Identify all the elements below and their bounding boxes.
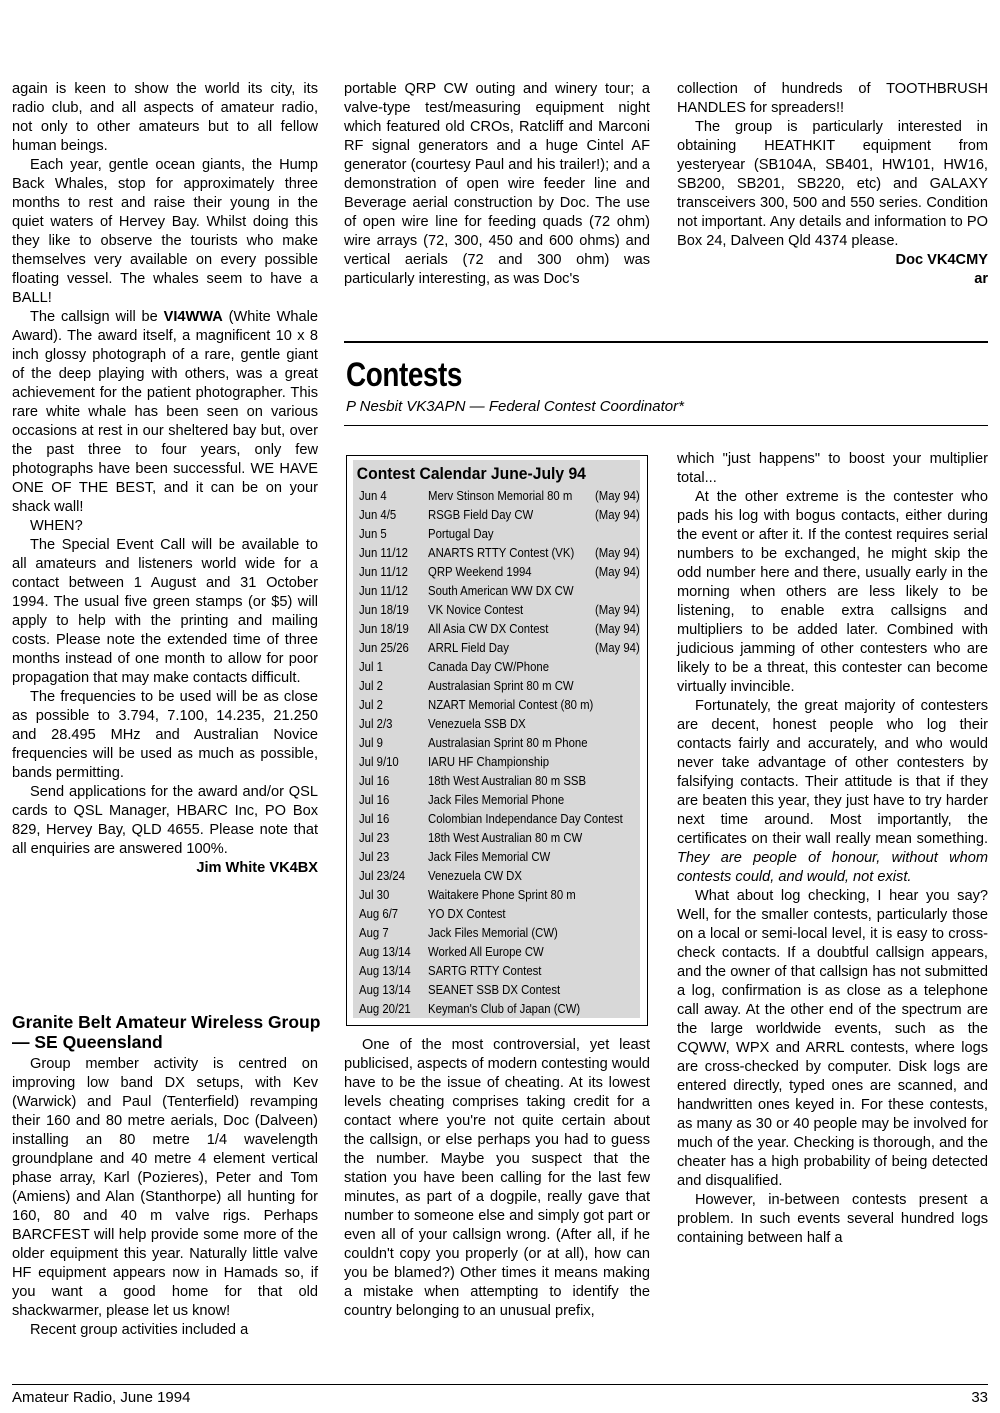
calendar-contest-name: SEANET SSB DX Contest xyxy=(428,982,561,997)
callsign: VI4WWA xyxy=(163,309,223,325)
calendar-note: (May 94) xyxy=(595,602,640,617)
page-number: 33 xyxy=(971,1389,988,1406)
article-contests-column-2 xyxy=(677,450,988,1248)
author-signature: Jim White VK4BX xyxy=(196,860,318,876)
calendar-date: Jul 23/24 xyxy=(359,868,406,883)
calendar-row xyxy=(353,790,640,809)
paragraph: The Special Event Call will be available to all amateurs and listeners world wide for a contact between 1 August and 31 October 1994. The usual five green stamps (or $5) will apply to help with the printing and mailing costs. Please note the extended time of three months instead of one month to allow for poor propagation that may make contacts difficult. xyxy=(12,537,318,686)
paragraph: which "just happens" to boost your multiplier total... xyxy=(677,451,988,486)
calendar-contest-name: Worked All Europe CW xyxy=(428,944,544,959)
calendar-row xyxy=(353,695,640,714)
calendar-row xyxy=(353,923,640,942)
calendar-date: Jul 9 xyxy=(359,735,383,750)
calendar-date: Jun 25/26 xyxy=(359,640,409,655)
calendar-date: Jun 4 xyxy=(359,488,387,503)
paragraph xyxy=(677,697,988,887)
contest-calendar-panel xyxy=(353,460,640,1018)
paragraph xyxy=(12,308,318,517)
calendar-contest-name: 18th West Australian 80 m CW xyxy=(428,830,583,845)
calendar-date: Jun 11/12 xyxy=(359,545,408,560)
calendar-row xyxy=(353,752,640,771)
calendar-note: (May 94) xyxy=(595,621,640,636)
calendar-row xyxy=(353,619,640,638)
article-granite-continued xyxy=(344,80,650,289)
calendar-date: Jul 16 xyxy=(359,792,390,807)
calendar-row xyxy=(353,771,640,790)
calendar-date: Jul 16 xyxy=(359,811,390,826)
calendar-row xyxy=(353,904,640,923)
paragraph: WHEN? xyxy=(30,518,83,534)
calendar-contest-name: VK Novice Contest xyxy=(428,602,524,617)
calendar-row xyxy=(353,942,640,961)
calendar-date: Aug 7 xyxy=(359,925,389,940)
calendar-date: Aug 13/14 xyxy=(359,944,411,959)
paragraph: again is keen to show the world its city, its radio club, and all aspects of amateur radio, not only to other amateurs but to all fellow human beings. xyxy=(12,81,318,154)
calendar-date: Jun 18/19 xyxy=(359,621,409,636)
text-run: The callsign will be xyxy=(30,309,164,325)
paragraph: Recent group activities included a xyxy=(30,1322,249,1338)
calendar-row xyxy=(353,676,640,695)
paragraph: Send applications for the award and/or QSL cards to QSL Manager, HBARC Inc, PO Box 829, Hervey Bay, QLD 4655. Please note that all enquiries are answered 100%. xyxy=(12,784,318,857)
calendar-date: Aug 13/14 xyxy=(359,963,411,978)
calendar-contest-name: Australasian Sprint 80 m Phone xyxy=(428,735,588,750)
paragraph: Each year, gentle ocean giants, the Hump Back Whales, stop for approximately three months to rest and raise their young in the quiet waters of Hervey Bay. Whilst doing this they like to observe the tourists who make themselves very available on every possible floating vessel. The whales seem to have a BALL! xyxy=(12,157,318,306)
calendar-row xyxy=(353,657,640,676)
article-granite-column xyxy=(12,1055,318,1340)
calendar-note: (May 94) xyxy=(595,488,640,503)
calendar-contest-name: ARRL Field Day xyxy=(428,640,509,655)
calendar-contest-name: QRP Weekend 1994 xyxy=(428,564,532,579)
calendar-contest-name: Jack Files Memorial Phone xyxy=(428,792,565,807)
paragraph: collection of hundreds of TOOTHBRUSH HANDLES for spreaders!! xyxy=(677,81,988,116)
calendar-contest-name: ANARTS RTTY Contest (VK) xyxy=(428,545,575,560)
calendar-contest-name: 18th West Australian 80 m SSB xyxy=(428,773,587,788)
calendar-date: Jul 30 xyxy=(359,887,390,902)
calendar-row xyxy=(353,505,640,524)
paragraph: portable QRP CW outing and winery tour; a valve-type test/measuring equipment night which featured old CROs, Ratcliff and Marconi RF signal generators and a huge Cintel AF generator (courtesy Paul and his trailer!); and a demonstration of open wire feeder line and Beverage aerial construction by Doc. The use of open wire line for feeding quads (72 ohm) wire arrays (72, 300, 450 and 600 ohms) and vertical aerials (72 and 300 ohm) was particularly interesting, as was Doc's xyxy=(344,81,650,287)
calendar-date: Aug 13/14 xyxy=(359,982,411,997)
calendar-contest-name: Colombian Independance Day Contest xyxy=(428,811,623,826)
calendar-contest-name: RSGB Field Day CW xyxy=(428,507,534,522)
text-run: Fortunately, the great majority of contesters are decent, honest people who log their contacts fairly and accurately, and who would never take advantage of other contesters by falsifying contacts. Their attitude is that if they are beaten this year, they just have to try harder next time around. Most importantly, the certificates on their wall really mean something. xyxy=(677,698,988,847)
calendar-note: (May 94) xyxy=(595,564,640,579)
footer-publication: Amateur Radio, June 1994 xyxy=(12,1389,191,1406)
calendar-date: Jun 11/12 xyxy=(359,583,408,598)
calendar-note: (May 94) xyxy=(595,545,640,560)
calendar-date: Jul 9/10 xyxy=(359,754,399,769)
byline: P Nesbit VK3APN — Federal Contest Coordinator* xyxy=(346,398,684,415)
contest-calendar-box xyxy=(346,455,648,1026)
calendar-contest-name: Canada Day CW/Phone xyxy=(428,659,550,674)
calendar-contest-name: Portugal Day xyxy=(428,526,494,541)
section-heading: Granite Belt Amateur Wireless Group — SE Queensland xyxy=(12,1012,321,1052)
calendar-row xyxy=(353,733,640,752)
italic-text: They are people of honour, without whom contests could, and would, not exist. xyxy=(677,850,988,885)
byline-divider xyxy=(344,425,988,426)
calendar-row xyxy=(353,543,640,562)
calendar-contest-name: Waitakere Phone Sprint 80 m xyxy=(428,887,576,902)
signoff: ar xyxy=(974,271,988,287)
calendar-row xyxy=(353,600,640,619)
calendar-date: Jul 16 xyxy=(359,773,390,788)
calendar-contest-name: YO DX Contest xyxy=(428,906,506,921)
calendar-title: Contest Calendar June-July 94 xyxy=(356,465,586,483)
calendar-row xyxy=(353,961,640,980)
calendar-contest-name: Keyman's Club of Japan (CW) xyxy=(428,1001,581,1016)
calendar-contest-name: IARU HF Championship xyxy=(428,754,550,769)
paragraph: The group is particularly interested in obtaining HEATHKIT equipment from yesteryear (SB104A, SB401, HW101, HW16, SB200, SB201, SB220, etc) and GALAXY transceivers 300, 500 and 550 series. Condition not important. Any details and information to PO Box 24, Dalveen Qld 4374 please. xyxy=(677,119,988,249)
section-title: Contests xyxy=(346,356,463,394)
paragraph: Group member activity is centred on improving low band DX setups, with Kev (Warwick) and Paul (Tenterfield) revamping their 160 and 80 metre aerials, Doc (Dalveen) installing an 80 metre 1/4 wavelength groundplane and 40 metre 4 element vertical phase array, Karl (Pozieres), Peter and Tom (Amiens) and Alan (Stanthorpe) all hunting for 160, 80 and 40 m valve rigs. Perhaps BARCFEST will help provide some more of the older equipment this year. Naturally little valve HF equipment appears now in Hamads so, if you want a good home for that old shackwarmer, please let us know! xyxy=(12,1056,318,1319)
calendar-list xyxy=(353,486,640,1018)
calendar-contest-name: Venezuela CW DX xyxy=(428,868,522,883)
calendar-row xyxy=(353,847,640,866)
paragraph: However, in-between contests present a problem. In such events several hundred logs containing between half a xyxy=(677,1192,988,1246)
calendar-row xyxy=(353,828,640,847)
calendar-row xyxy=(353,885,640,904)
calendar-contest-name: NZART Memorial Contest (80 m) xyxy=(428,697,594,712)
paragraph: At the other extreme is the contester who pads his log with bogus contacts, either during the event or after it. If the contest requires serial numbers to be exchanged, he might skip the odd number here and there, usually early in the morning when others are less likely to be listening, to enable extra callsigns and multipliers to be added later. Combined with judicious jamming of other contesters who are likely to be a threat, this contester can become virtually invincible. xyxy=(677,489,988,695)
article-contests-column xyxy=(344,1036,650,1321)
calendar-date: Jul 2 xyxy=(359,697,383,712)
calendar-contest-name: Merv Stinson Memorial 80 m xyxy=(428,488,573,503)
calendar-row xyxy=(353,999,640,1018)
calendar-contest-name: Jack Files Memorial (CW) xyxy=(428,925,558,940)
calendar-row xyxy=(353,866,640,885)
calendar-date: Jul 2/3 xyxy=(359,716,393,731)
calendar-date: Jun 18/19 xyxy=(359,602,409,617)
article-hbarc-column xyxy=(12,80,318,878)
paragraph: What about log checking, I hear you say? Well, for the smaller contests, particularly those on a local or semi-local level, it is easy to cross- check contacts. If a doubtful callsign appears, and the owner of that callsign has not submitted a log, confirmation is as close as a telephone call away. At the other end of the spectrum are the large worldwide events, such as the CQWW, WPX and ARRL contests, where logs are cross-checked by computer. Disk logs are entered directly, typed ones are scanned, and handwritten ones keyed in. For these contests, as many as 30 or 40 people may be involved for much of the year. Checking is thorough, and the cheater has a high probability of being detected and disqualified. xyxy=(677,888,988,1189)
calendar-contest-name: SARTG RTTY Contest xyxy=(428,963,542,978)
paragraph: One of the most controversial, yet least publicised, aspects of modern contesting would have to be the issue of cheating. At its lowest levels cheating comprises taking credit for a contact where you're not quite certain about the callsign, or else perhaps you had to guess the number. Maybe you suspect that the station you have been calling for the last few minutes, as part of a dogpile, really gave that number to someone else and simply got part or even all of your callsign wrong. (After all, if he couldn't copy you properly (or at all), how can you be blamed?) Other times it means making a mistake when attempting to identify the country belonging to an unusual prefix, xyxy=(344,1037,650,1319)
calendar-row xyxy=(353,714,640,733)
calendar-date: Aug 6/7 xyxy=(359,906,399,921)
calendar-date: Jul 23 xyxy=(359,830,390,845)
calendar-row xyxy=(353,638,640,657)
calendar-row xyxy=(353,562,640,581)
calendar-note: (May 94) xyxy=(595,640,640,655)
calendar-contest-name: Jack Files Memorial CW xyxy=(428,849,551,864)
calendar-contest-name: All Asia CW DX Contest xyxy=(428,621,549,636)
calendar-date: Jul 23 xyxy=(359,849,390,864)
calendar-contest-name: Venezuela SSB DX xyxy=(428,716,526,731)
calendar-date: Aug 20/21 xyxy=(359,1001,411,1016)
calendar-date: Jul 1 xyxy=(359,659,383,674)
calendar-contest-name: South American WW DX CW xyxy=(428,583,574,598)
calendar-contest-name: Australasian Sprint 80 m CW xyxy=(428,678,574,693)
calendar-row xyxy=(353,581,640,600)
footer-divider xyxy=(12,1384,988,1385)
author-signature: Doc VK4CMY xyxy=(895,252,988,268)
article-granite-continued-2 xyxy=(677,80,988,289)
calendar-row xyxy=(353,524,640,543)
text-run: (White Whale Award). The award itself, a magnificent 10 x 8 inch glossy photograph of a rare, gentle giant of the deep playing with others, was a great achievement for the patient photographer. This rare white whale has been seen on various occasions at rest in our sheltered bay but, over the past three to four years, only few photographs have been successful. WE HAVE ONE OF THE BEST, and it can be on your shack wall! xyxy=(12,309,318,515)
calendar-note: (May 94) xyxy=(595,507,640,522)
calendar-row xyxy=(353,809,640,828)
calendar-row xyxy=(353,486,640,505)
calendar-row xyxy=(353,980,640,999)
calendar-date: Jun 4/5 xyxy=(359,507,397,522)
section-divider xyxy=(344,341,988,343)
calendar-date: Jun 5 xyxy=(359,526,387,541)
calendar-date: Jul 2 xyxy=(359,678,383,693)
paragraph: The frequencies to be used will be as close as possible to 3.794, 7.100, 14.235, 21.250 and 28.495 MHz and Australian Novice frequencies will be used as much as possible, bands permitting. xyxy=(12,689,318,781)
calendar-date: Jun 11/12 xyxy=(359,564,408,579)
